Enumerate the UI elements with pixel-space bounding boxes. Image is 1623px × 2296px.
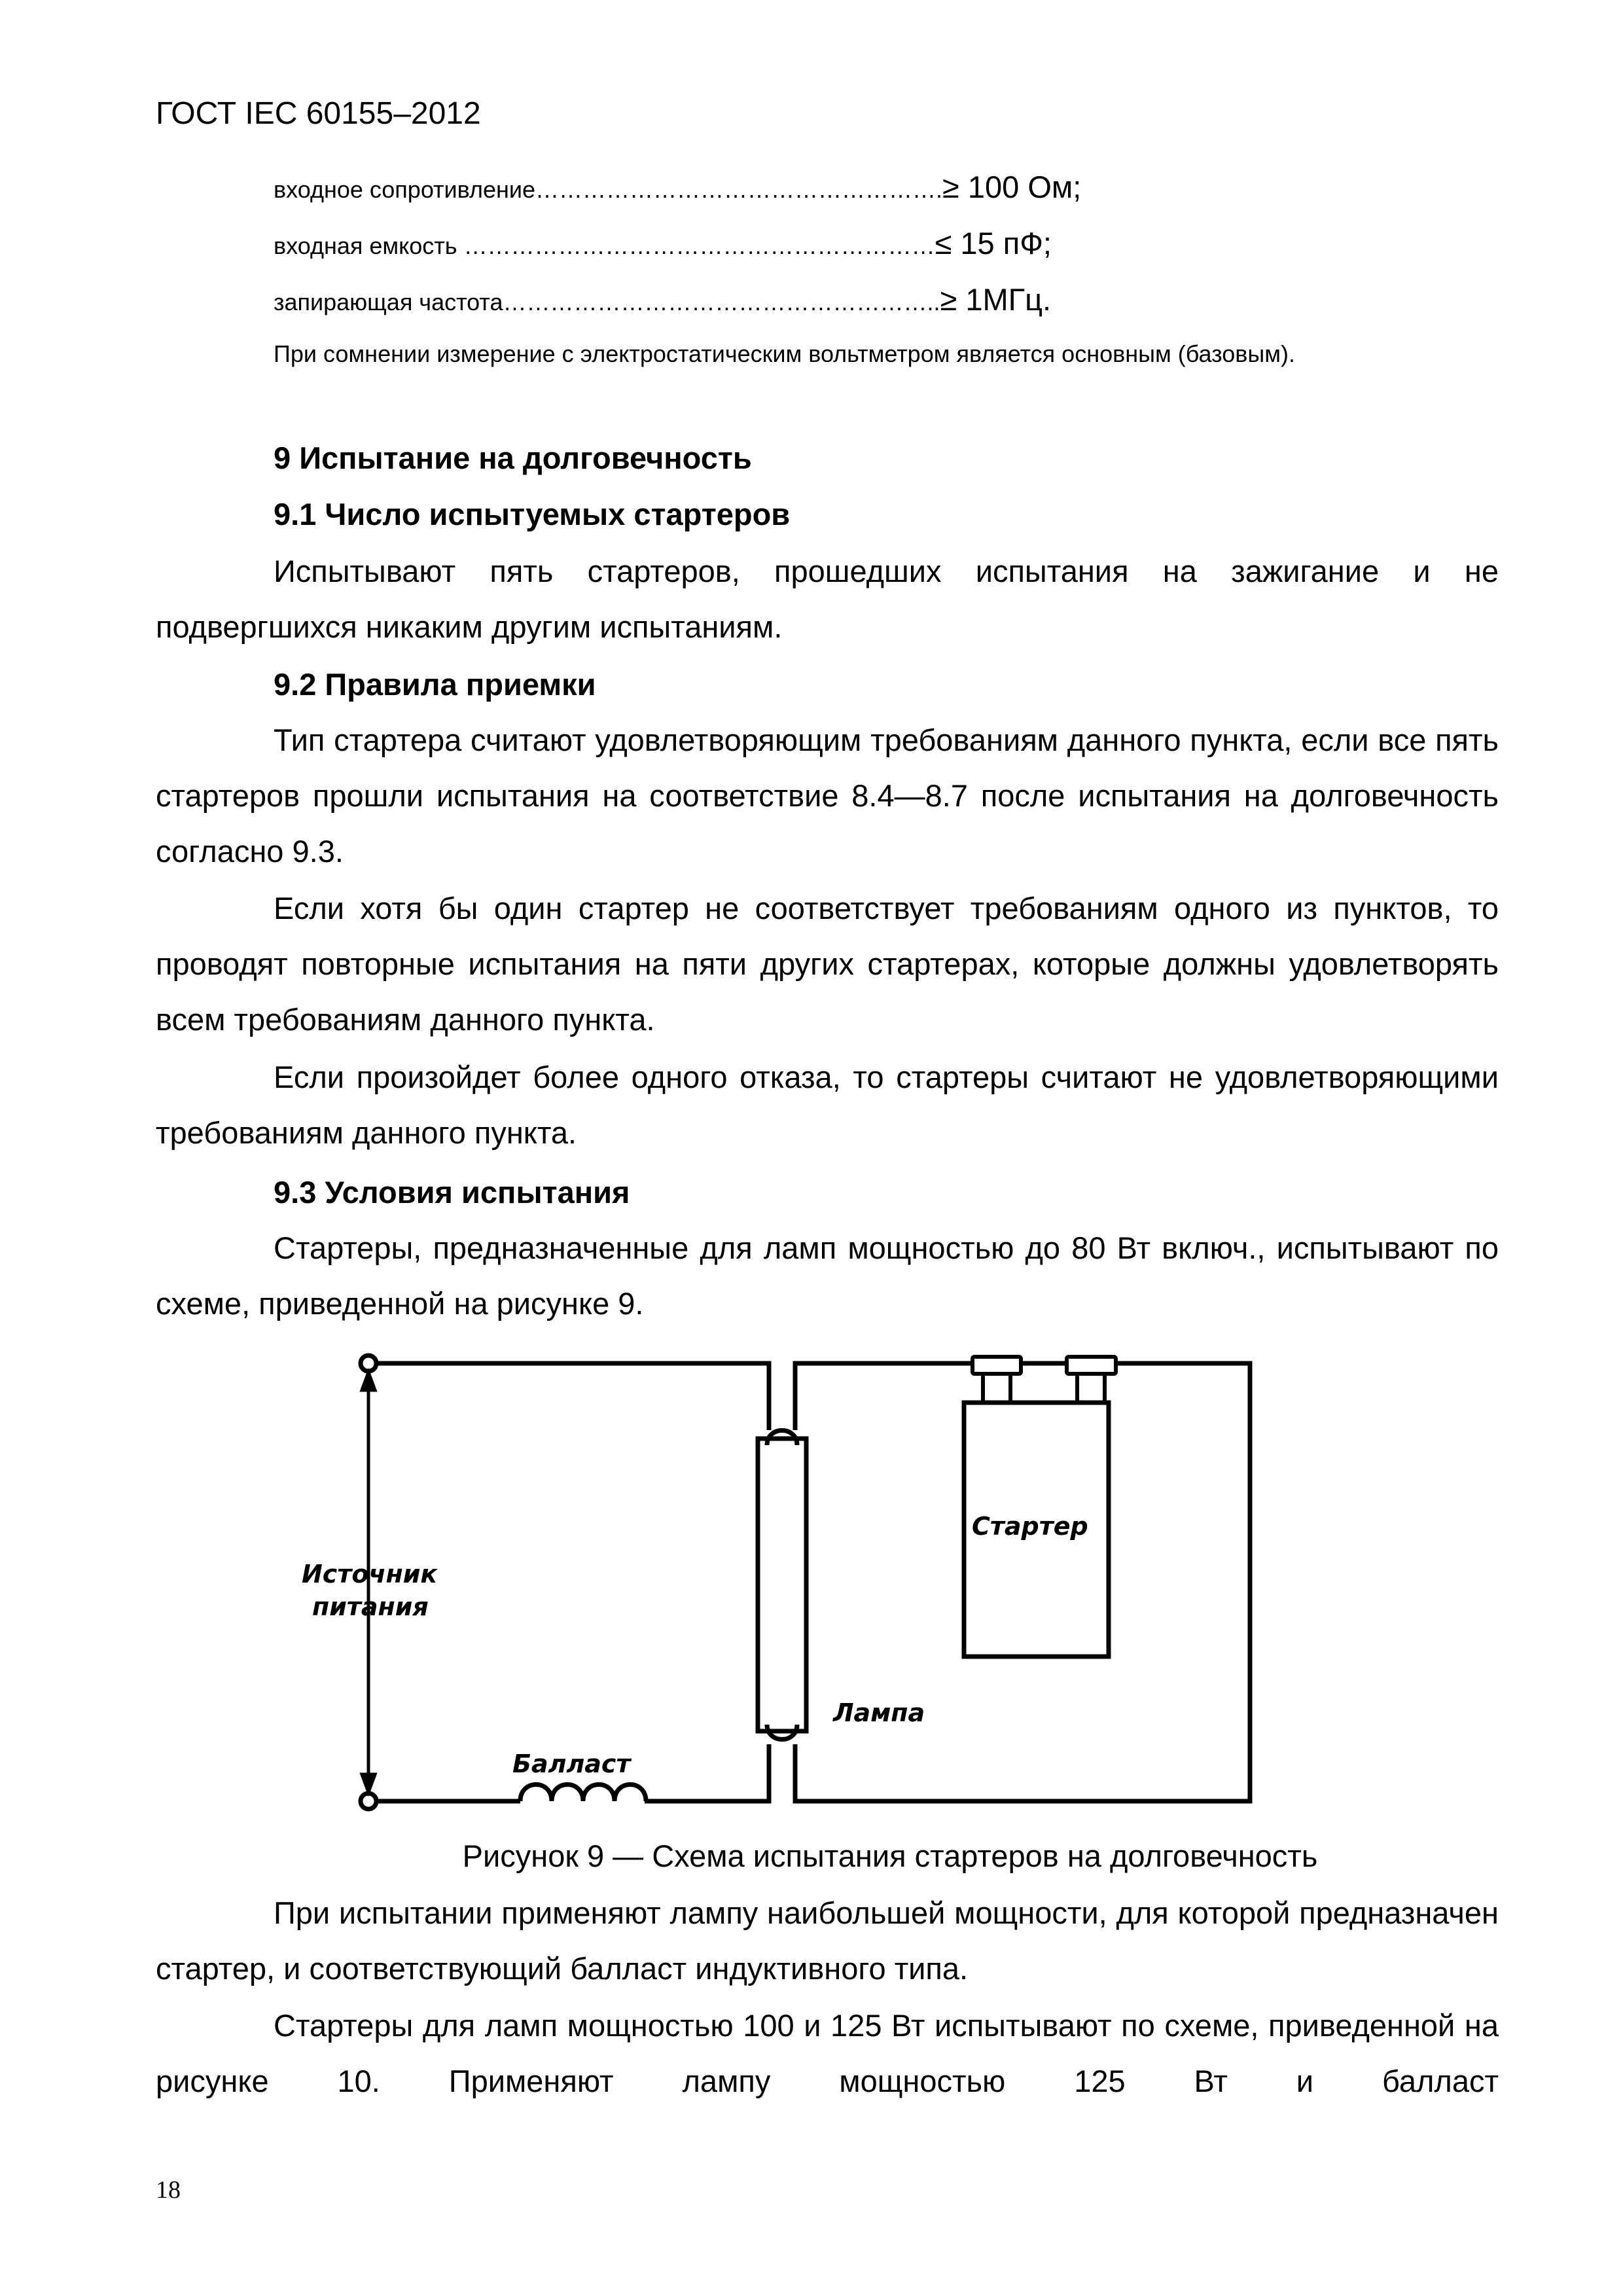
spec-label: входная емкость (274, 232, 464, 259)
ballast-coil (520, 1785, 646, 1802)
paragraph: Стартеры для ламп мощностью 100 и 125 Вт испытывают по схеме, приведенной на рисунке 10. Применяют лампу мощностью 125 Вт и балласт (156, 2008, 1499, 2098)
paragraph: Стартеры, предназначенные для ламп мощностью до 80 Вт включ., испытывают по схеме, приведенной на рисунке 9. (156, 1230, 1499, 1321)
section-9-2-title: 9.2 Правила приемки (274, 667, 596, 702)
wire-top-left (376, 1363, 769, 1430)
spec-dots: ……………………………………………….. (503, 289, 940, 315)
section-9-title: 9 Испытание на долговечность (274, 440, 752, 475)
starter-label: Стартер (972, 1512, 1088, 1541)
section-9-3-title: 9.3 Условия испытания (274, 1175, 630, 1210)
spec-dots: ……………………………………………. (535, 176, 943, 203)
figure-caption: Рисунок 9 — Схема испытания стартеров на долговечность (462, 1839, 1318, 1873)
paragraph: Если хотя бы один стартер не соответствует требованиям одного из пунктов, то проводят повторные испытания на пяти других стартерах, которые должны удовлетворять всем требованиям данного пункта. (156, 891, 1499, 1037)
wire-to-starter-left (795, 1363, 972, 1430)
arrow-up-icon (362, 1372, 375, 1390)
section-9-1-title: 9.1 Число испытуемых стартеров (274, 497, 791, 531)
paragraph: Испытывают пять стартеров, прошедших испытания на зажигание и не подвергшихся никаким другим испытаниям. (156, 554, 1499, 644)
ballast-label: Балласт (512, 1749, 631, 1778)
wire-lamp-to-ballast (645, 1744, 769, 1801)
spec-value: ≥ 100 Ом; (942, 170, 1082, 204)
wire-right-loop (795, 1363, 1250, 1801)
paragraph: Тип стартера считают удовлетворяющим требованиям данного пункта, если все пять стартеров прошли испытания на соответствие 8.4—8.7 после испытания на долговечность согласно 9.3. (156, 723, 1499, 869)
starter-pin-right-neck (1077, 1374, 1105, 1403)
lamp-label: Лампа (833, 1698, 925, 1727)
spec-value: ≥ 1МГц. (940, 282, 1052, 317)
starter-pin-left-neck (983, 1374, 1010, 1403)
paragraph: Если произойдет более одного отказа, то стартеры считают не удовлетворяющими требованиям данного пункта. (156, 1060, 1499, 1150)
document-header: ГОСТ IEC 60155–2012 (156, 96, 481, 131)
spec-value: ≤ 15 пФ; (935, 226, 1052, 260)
spec-dots: …………………………………………………… (463, 232, 935, 259)
measurement-note: При сомнении измерение с электростатическим вольтметром является основным (базовым). (274, 340, 1295, 367)
starter-pin-right (1067, 1357, 1116, 1374)
arrow-down-icon (362, 1774, 375, 1792)
page-number: 18 (156, 2176, 181, 2204)
lamp-tube (758, 1439, 806, 1731)
starter-pin-left (972, 1357, 1021, 1374)
spec-label: запирающая частота (274, 289, 503, 315)
source-label-line2: питания (312, 1592, 429, 1621)
paragraph: При испытании применяют лампу наибольшей мощности, для которой предназначен стартер, и соответствующий балласт индуктивного типа. (156, 1895, 1499, 1986)
spec-label: входное сопротивление (274, 176, 535, 203)
source-label-line1: Источник (302, 1560, 438, 1588)
